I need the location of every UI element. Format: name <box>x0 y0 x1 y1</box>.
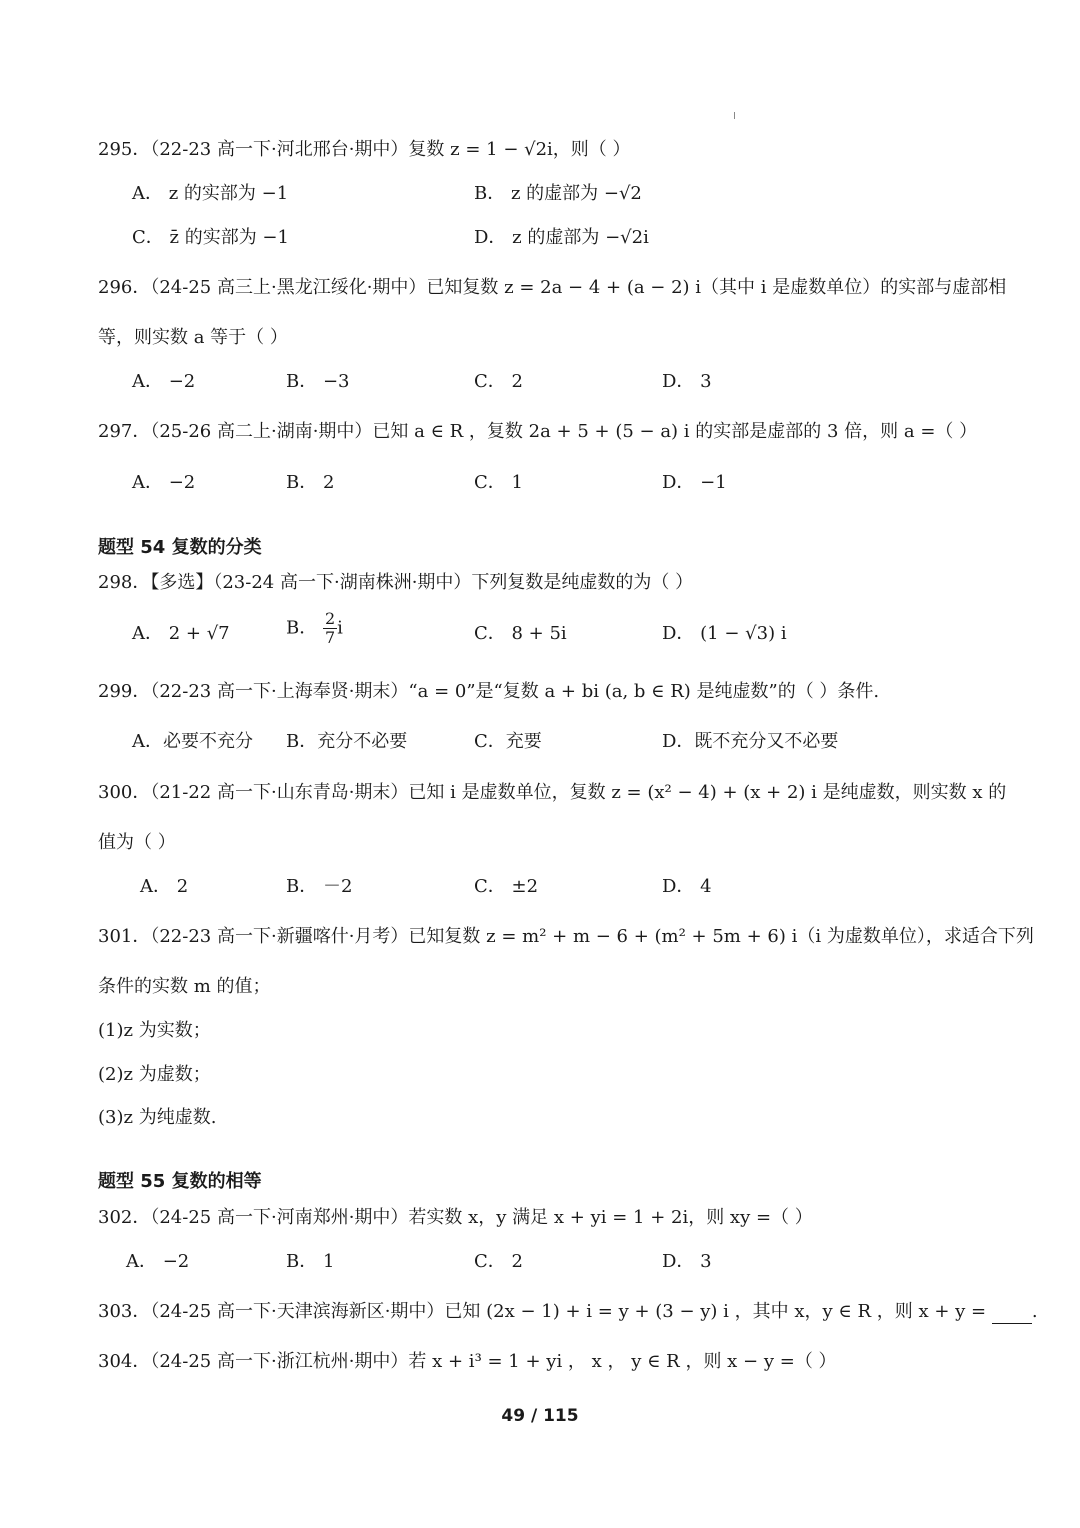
question-302-option-a: A． −2 <box>126 1251 190 1272</box>
question-304-stem: 304．（24-25 高一下·浙江杭州·期中）若 x + i³ = 1 + yi ， x ， y ∈ R ，则 x − y =（ ） <box>98 1351 837 1372</box>
question-298-option-a: A． 2 + √7 <box>132 623 230 644</box>
section-heading-54: 题型 54 复数的分类 <box>98 537 262 558</box>
fraction-numerator: 2 <box>324 609 336 628</box>
question-302-option-d: D． 3 <box>662 1251 712 1272</box>
question-300-option-c: C． ±2 <box>474 876 539 897</box>
question-295-option-c: C． z̄ 的实部为 −1 <box>132 227 289 248</box>
question-299-option-d: D．既不充分又不必要 <box>662 731 839 752</box>
question-300-option-a: A． 2 <box>140 876 189 897</box>
question-300-option-b: B． －2 <box>286 876 353 897</box>
question-298-option-b <box>286 610 343 647</box>
imaginary-unit: i <box>337 617 343 639</box>
question-302-option-c: C． 2 <box>474 1251 523 1272</box>
fraction <box>323 610 337 647</box>
question-301-part-1: (1)z 为实数； <box>98 1020 211 1041</box>
page-number: 49 / 115 <box>501 1406 579 1426</box>
question-295-option-d: D． z 的虚部为 −√2i <box>474 227 649 248</box>
question-303-text: 303．（24-25 高一下·天津滨海新区·期中）已知 (2x − 1) + i = y + (3 − y) i ，其中 x，y ∈ R ，则 x + y = <box>98 1301 987 1322</box>
question-296-option-c: C． 2 <box>474 371 523 392</box>
question-300-stem-line1: 300．（21-22 高一下·山东青岛·期末）已知 i 是虚数单位，复数 z = (x² − 4) + (x + 2) i 是纯虚数，则实数 x 的 <box>98 782 1007 803</box>
question-296-option-b: B． −3 <box>286 371 350 392</box>
question-297-option-d: D． −1 <box>662 472 727 493</box>
question-296-option-d: D． 3 <box>662 371 712 392</box>
question-298-option-c: C． 8 + 5i <box>474 623 567 644</box>
question-303-period: . <box>1031 1301 1038 1322</box>
question-302-option-b: B． 1 <box>286 1251 335 1272</box>
question-297-option-b: B． 2 <box>286 472 335 493</box>
question-303-stem <box>98 1300 1038 1324</box>
question-297-option-c: C． 1 <box>474 472 523 493</box>
fraction-denominator: 7 <box>324 628 336 647</box>
question-296-stem-line1: 296．（24-25 高三上·黑龙江绥化·期中）已知复数 z = 2a − 4 + (a − 2) i（其中 i 是虚数单位）的实部与虚部相 <box>98 277 1007 298</box>
question-301-part-3: (3)z 为纯虚数. <box>98 1107 217 1128</box>
question-301-stem-line2: 条件的实数 m 的值； <box>98 976 271 997</box>
scan-mark <box>734 112 735 119</box>
question-300-stem-line2: 值为（ ） <box>98 832 176 853</box>
question-299-stem: 299．（22-23 高一下·上海奉贤·期末）“a = 0”是“复数 a + bi (a, b ∈ R) 是纯虚数”的（ ）条件. <box>98 681 880 702</box>
question-300-option-d: D． 4 <box>662 876 712 897</box>
question-301-stem-line1: 301．（22-23 高一下·新疆喀什·月考）已知复数 z = m² + m − 6 + (m² + 5m + 6) i（i 为虚数单位），求适合下列 <box>98 926 1034 947</box>
question-298-stem: 298．【多选】（23-24 高一下·湖南株洲·期中）下列复数是纯虚数的为（ ） <box>98 572 694 593</box>
question-299-option-a: A．必要不充分 <box>132 731 253 752</box>
question-295-stem: 295．（22-23 高一下·河北邢台·期中）复数 z = 1 − √2i，则（ ） <box>98 139 631 160</box>
question-295-option-b: B． z 的虚部为 −√2 <box>474 183 642 204</box>
question-297-stem: 297．（25-26 高二上·湖南·期中）已知 a ∈ R ，复数 2a + 5 + (5 − a) i 的实部是虚部的 3 倍，则 a =（ ） <box>98 421 978 442</box>
question-298-option-b-label: B． <box>286 617 318 639</box>
question-298-option-d: D． (1 − √3) i <box>662 623 787 644</box>
question-295-option-a: A． z 的实部为 −1 <box>132 183 289 204</box>
answer-blank <box>992 1305 1032 1324</box>
question-301-part-2: (2)z 为虚数； <box>98 1064 211 1085</box>
question-302-stem: 302．（24-25 高一下·河南郑州·期中）若实数 x，y 满足 x + yi = 1 + 2i，则 xy =（ ） <box>98 1207 813 1228</box>
question-296-stem-line2: 等，则实数 a 等于（ ） <box>98 327 288 348</box>
question-299-option-c: C．充要 <box>474 731 542 752</box>
question-296-option-a: A． −2 <box>132 371 196 392</box>
question-297-option-a: A． −2 <box>132 472 196 493</box>
section-heading-55: 题型 55 复数的相等 <box>98 1171 262 1192</box>
question-299-option-b: B．充分不必要 <box>286 731 408 752</box>
